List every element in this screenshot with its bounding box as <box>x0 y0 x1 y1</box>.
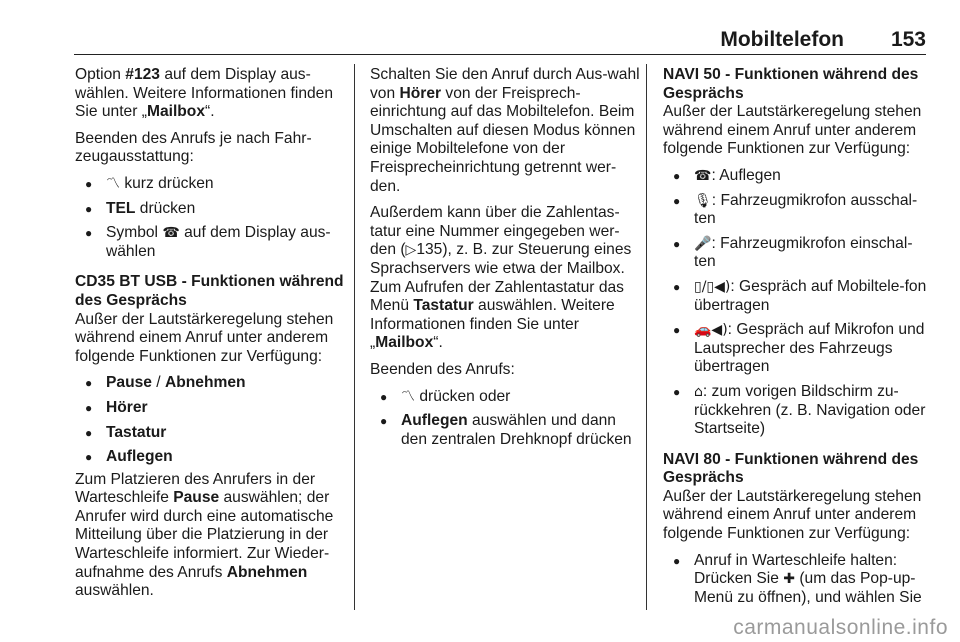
list-item: ● Symbol ☎ auf dem Display aus-wählen <box>75 224 345 261</box>
bullet-list <box>370 388 642 450</box>
section-heading: NAVI 80 - Funktionen während des Gesprächs <box>663 450 919 487</box>
page-reference: 135 <box>416 241 443 259</box>
plus-icon: ✚ <box>783 571 796 588</box>
phone-end-icon: ☎ <box>162 225 180 242</box>
bullet-list <box>663 167 933 439</box>
watermark: carmanualsonline.info <box>733 616 948 639</box>
list-item: ● Hörer <box>75 399 345 418</box>
hangup-icon: 〽 <box>106 175 120 192</box>
paragraph: Beenden des Anrufs je nach Fahr-zeugausstattung: <box>75 129 312 166</box>
column-divider <box>646 64 647 610</box>
phone-end-icon: ☎ <box>694 167 712 184</box>
list-item: ● 〽 kurz drücken <box>75 175 345 194</box>
paragraph: Außer der Lautstärkeregelung stehen während einem Anruf unter anderem folgende Funktionen zur Verfügung: <box>663 487 922 543</box>
column-1 <box>75 66 345 609</box>
section-heading: NAVI 50 - Funktionen während des Gesprächs <box>663 66 919 102</box>
list-item: ● Auflegen auswählen und dann den zentralen Drehknopf drücken <box>370 412 642 449</box>
list-item: ● ☎: Auflegen <box>663 167 933 186</box>
list-item: ● 🎤: Fahrzeugmikrofon einschal-ten <box>663 235 933 272</box>
list-item: ● Tastatur <box>75 424 345 443</box>
paragraph: Außer der Lautstärkeregelung stehen während einem Anruf unter anderem folgende Funktionen zur Verfügung: <box>75 310 334 365</box>
bullet-list <box>75 175 345 261</box>
paragraph: Beenden des Anrufs: <box>370 360 515 378</box>
column-2 <box>370 66 642 457</box>
ref-arrow-icon: ▷ <box>405 242 417 259</box>
section-heading: CD35 BT USB - Funktionen während des Gesprächs <box>75 273 344 309</box>
column-divider <box>354 64 355 610</box>
list-item: ● ⌂: zum vorigen Bildschirm zu-rückkehren (z. B. Navigation oder Startseite) <box>663 383 933 439</box>
list-item: ● TEL drücken <box>75 200 345 219</box>
mic-on-icon: 🎤 <box>694 235 712 252</box>
page-header <box>74 24 926 54</box>
list-item: ● Auflegen <box>75 448 345 467</box>
phone-speaker-icon: ▯/▯◀) <box>694 278 731 295</box>
header-rule <box>74 54 926 55</box>
bullet-list <box>75 374 345 466</box>
list-item: ● 🎙: Fahrzeugmikrofon ausschal-ten <box>663 192 933 229</box>
list-item: ● Pause / Abnehmen <box>75 374 345 393</box>
paragraph: Außerdem kann über die Zahlentas-tatur eine Nummer eingegeben wer-den (▷135), z. B. zur Steuerung eines Sprachservers wie etwa der Mailbox. Zum Aufrufen der Zahlentastatur das Menü Tastatur auswählen. Weitere Informationen finden Sie unter „Mailbox“. <box>370 204 632 352</box>
page-number: 153 <box>890 28 926 51</box>
mailbox-link: Mailbox <box>146 103 206 121</box>
page-title: Mobiltelefon <box>720 28 844 51</box>
paragraph: Option #123 auf dem Display aus-wählen. Weitere Informationen finden Sie unter „Mailbox“. <box>75 66 334 121</box>
hangup-icon: 〽 <box>401 388 415 405</box>
list-item: ● 🚗◀): Gespräch auf Mikrofon und Lautsprecher des Fahrzeugs übertragen <box>663 321 933 377</box>
paragraph: Außer der Lautstärkeregelung stehen während einem Anruf unter anderem folgende Funktionen zur Verfügung: <box>663 103 922 158</box>
paragraph: Schalten Sie den Anruf durch Aus-wahl von Hörer von der Freisprech-einrichtung auf das Mobiltelefon. Beim Umschalten auf diesen Modus können einige Mobiltelefone von der Freisprecheinrichtung getrennt wer-den. <box>370 66 640 195</box>
mic-off-icon: 🎙 <box>694 192 712 209</box>
list-item: ● Anruf in Warteschleife halten: Drücken Sie ✚ (um das Pop-up-Menü zu öffnen), und wählen Sie <box>663 552 933 608</box>
column-3 <box>663 66 933 615</box>
home-icon: ⌂ <box>694 383 703 400</box>
paragraph: Zum Platzieren des Anrufers in der Warteschleife Pause auswählen; der Anrufer wird durch eine automatische Mitteilung über die Platzierung in der Warteschleife informiert. Zur Wieder-aufnahme des Anrufs Abnehmen auswählen. <box>75 470 334 600</box>
car-speaker-icon: 🚗◀) <box>694 322 728 339</box>
bullet-list <box>663 552 933 608</box>
list-item: ● 〽 drücken oder <box>370 388 642 407</box>
list-item: ● ▯/▯◀): Gespräch auf Mobiltele-fon übertragen <box>663 278 933 315</box>
